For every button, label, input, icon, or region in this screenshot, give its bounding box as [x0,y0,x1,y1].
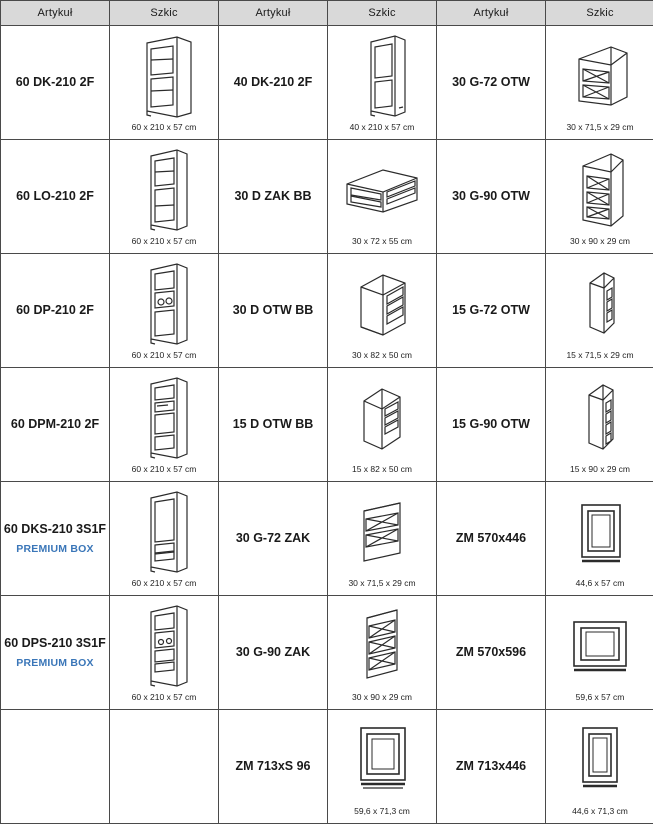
base-narrow-open-shelf-icon [328,373,436,465]
dimension-label: 59,6 x 71,3 cm [328,807,436,819]
article-code: 15 D OTW BB [233,417,314,431]
table-row [1,710,653,824]
article-cell [437,710,546,824]
sketch-cell [328,368,437,482]
article-cell [219,254,328,368]
sketch-cell [328,26,437,140]
article-code: 60 LO-210 2F [16,189,94,203]
article-code: ZM 570x596 [456,645,526,659]
article-cell [1,140,110,254]
column-header-article-2: Artykuł [219,1,328,26]
article-code: 40 DK-210 2F [234,75,313,89]
article-code: 60 DK-210 2F [16,75,95,89]
sketch-cell [546,254,653,368]
tall-oven-drawer-cabinet-icon [110,601,218,693]
dimension-label: 30 x 71,5 x 29 cm [328,579,436,591]
dimension-label: 15 x 90 x 29 cm [546,465,653,477]
wall-narrow-tall-shelf-icon [546,373,653,465]
column-header-article-1: Artykuł [1,1,110,26]
article-code: ZM 713xS 96 [235,759,310,773]
sketch-cell [546,140,653,254]
wall-narrow-shelf-icon [546,259,653,351]
sketch-cell [110,140,219,254]
sketch-cell [110,368,219,482]
article-cell [219,140,328,254]
door-front-panel-icon [546,487,653,579]
sketch-cell [110,482,219,596]
sketch-cell [328,482,437,596]
wall-open-shelf-icon [546,31,653,123]
dimension-label: 60 x 210 x 57 cm [110,123,218,135]
sketch-cell [328,140,437,254]
article-cell [437,368,546,482]
article-cell [437,26,546,140]
article-cell [1,26,110,140]
dimension-label: 60 x 210 x 57 cm [110,465,218,477]
article-cell [437,254,546,368]
dimension-label: 30 x 90 x 29 cm [328,693,436,705]
article-code: ZM 713x446 [456,759,526,773]
door-front-panel-wide-icon [546,601,653,693]
article-code: 60 DPS-210 3S1F [4,636,105,650]
sketch-cell [328,710,437,824]
dimension-label: 30 x 72 x 55 cm [328,237,436,249]
tall-oven-cabinet-icon [110,259,218,351]
dimension-label: 59,6 x 57 cm [546,693,653,705]
dimension-label: 60 x 210 x 57 cm [110,579,218,591]
article-code: 60 DKS-210 3S1F [4,522,106,536]
article-cell [219,368,328,482]
sketch-cell [110,596,219,710]
dimension-label: 60 x 210 x 57 cm [110,693,218,705]
tall-cabinet-narrow-icon [328,31,436,123]
dimension-label: 44,6 x 71,3 cm [546,807,653,819]
door-front-tall-narrow-panel-icon [546,715,653,807]
article-cell [1,482,110,596]
table-row [1,368,653,482]
column-header-article-3: Artykuł [437,1,546,26]
article-code: 30 G-72 OTW [452,75,530,89]
premium-box-label: PREMIUM BOX [1,543,109,557]
article-cell [219,710,328,824]
column-header-sketch-3: Szkic [546,1,653,26]
article-cell [1,254,110,368]
wall-open-tall-shelf-icon [546,145,653,237]
tall-cabinet-2door-icon [110,31,218,123]
dimension-label: 44,6 x 57 cm [546,579,653,591]
table-row [1,254,653,368]
table-row [1,26,653,140]
empty-cell [110,710,219,824]
table-row [1,482,653,596]
dimension-label: 15 x 71,5 x 29 cm [546,351,653,363]
sketch-cell [110,254,219,368]
dimension-label: 30 x 90 x 29 cm [546,237,653,249]
dimension-label: 60 x 210 x 57 cm [110,237,218,249]
article-cell [219,596,328,710]
base-closed-cabinet-icon [328,145,436,237]
door-front-tall-panel-icon [328,715,436,807]
column-header-sketch-2: Szkic [328,1,437,26]
premium-box-label: PREMIUM BOX [1,657,109,671]
article-code: 15 G-72 OTW [452,303,530,317]
sketch-cell [110,26,219,140]
sketch-cell [546,368,653,482]
dimension-label: 40 x 210 x 57 cm [328,123,436,135]
sketch-cell [546,26,653,140]
sketch-cell [546,710,653,824]
base-open-shelf-icon [328,259,436,351]
article-code: 15 G-90 OTW [452,417,530,431]
tall-fridge-cabinet-icon [110,145,218,237]
dimension-label: 30 x 71,5 x 29 cm [546,123,653,135]
sketch-cell [328,596,437,710]
tall-drawer-cabinet-icon [110,487,218,579]
sketch-cell [546,482,653,596]
article-cell [1,368,110,482]
wall-corner-tall-shelf-icon [328,601,436,693]
column-header-sketch-1: Szkic [110,1,219,26]
article-cell [437,482,546,596]
article-code: 30 D ZAK BB [234,189,311,203]
tall-microwave-cabinet-icon [110,373,218,465]
article-cell [219,26,328,140]
article-code: ZM 570x446 [456,531,526,545]
empty-cell [1,710,110,824]
sketch-cell [546,596,653,710]
dimension-label: 15 x 82 x 50 cm [328,465,436,477]
article-code: 30 G-72 ZAK [236,531,310,545]
article-cell [437,140,546,254]
sketch-cell [328,254,437,368]
table-row [1,140,653,254]
article-code: 60 DP-210 2F [16,303,94,317]
article-code: 30 G-90 ZAK [236,645,310,659]
table-row [1,596,653,710]
dimension-label: 30 x 82 x 50 cm [328,351,436,363]
article-code: 60 DPM-210 2F [11,417,99,431]
wall-corner-shelf-icon [328,487,436,579]
table-header-row [1,1,653,26]
article-cell [1,596,110,710]
article-code: 30 G-90 OTW [452,189,530,203]
article-cell [437,596,546,710]
article-cell [219,482,328,596]
article-code: 30 D OTW BB [233,303,314,317]
dimension-label: 60 x 210 x 57 cm [110,351,218,363]
